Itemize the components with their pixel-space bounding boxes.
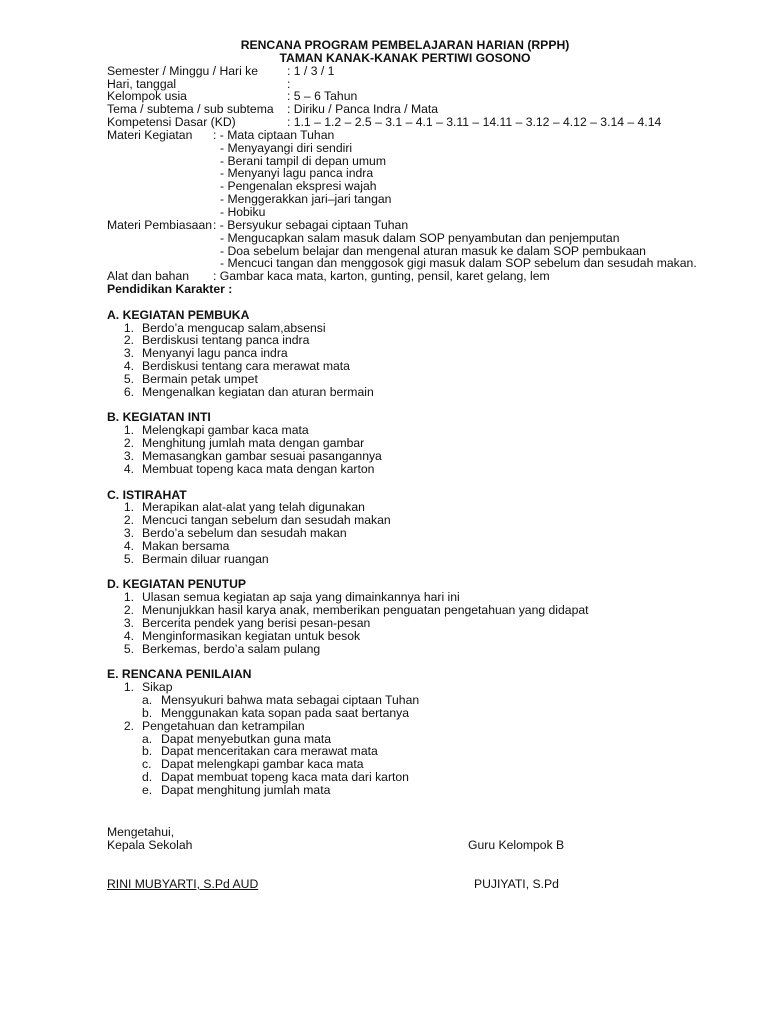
- item-text: Makan bersama: [142, 538, 230, 553]
- item-letter: b.: [142, 744, 153, 759]
- list-item: [107, 360, 697, 373]
- item-number: 2.: [123, 603, 134, 618]
- kegiatan-penutup-list: [107, 591, 697, 655]
- info-row: [107, 116, 697, 129]
- item-letter: e.: [142, 782, 153, 797]
- info-label: Semester / Minggu / Hari ke: [107, 63, 259, 78]
- section-title: C. ISTIRAHAT: [107, 487, 187, 502]
- materi-kegiatan: [107, 129, 697, 219]
- item-number: 1.: [123, 500, 134, 515]
- item-text: Berdiskusi tentang cara merawat mata: [142, 359, 350, 374]
- item-text: Dapat membuat topeng kaca mata dari karton: [161, 770, 409, 785]
- list-item: - Mencuci tangan dan menggosok gigi masuk dalam SOP sebelum dan sesudah makan.: [220, 256, 697, 271]
- list-item: - Berani tampil di depan umum: [220, 153, 386, 168]
- materi-pembiasaan: [107, 219, 697, 270]
- signature-roles: [107, 839, 567, 852]
- istirahat-list: [107, 501, 697, 565]
- item-text: Berdo’a mengucap salam,absensi: [142, 320, 326, 335]
- list-item: [142, 694, 697, 707]
- alat-bahan-label: Alat dan bahan: [107, 269, 189, 284]
- list-item: [107, 386, 697, 399]
- item-text: Dapat menceritakan cara merawat mata: [161, 744, 378, 759]
- item-letter: b.: [142, 705, 153, 720]
- item-text: Bermain diluar ruangan: [142, 551, 269, 566]
- pengetahuan-sublist: [107, 733, 697, 797]
- section-title: E. RENCANA PENILAIAN: [107, 667, 252, 682]
- item-text: Ulasan semua kegiatan ap saja yang dimainkannya hari ini: [142, 590, 460, 605]
- info-value: : 1 / 3 / 1: [287, 63, 335, 78]
- list-item: [107, 720, 697, 733]
- item-text: Mencuci tangan sebelum dan sesudah makan: [142, 513, 391, 528]
- rpph-document: [107, 39, 697, 797]
- item-letter: a.: [142, 693, 153, 708]
- item-text: Berkemas, berdo’a salam pulang: [142, 641, 321, 656]
- item-text: Bercerita pendek yang berisi pesan-pesan: [142, 615, 371, 630]
- item-text: Merapikan alat-alat yang telah digunakan: [142, 500, 365, 515]
- item-number: 4.: [123, 538, 134, 553]
- materi-kegiatan-first: : - Mata ciptaan Tuhan: [213, 127, 335, 142]
- info-label: Kompetensi Dasar (KD): [107, 115, 236, 130]
- materi-kegiatan-label: Materi Kegiatan: [107, 127, 193, 142]
- item-number: 3.: [123, 615, 134, 630]
- item-number: 5.: [123, 371, 134, 386]
- item-number: 1.: [123, 320, 134, 335]
- list-item: [107, 463, 697, 476]
- list-item: - Menyayangi diri sendiri: [220, 140, 353, 155]
- alat-bahan-value: : Gambar kaca mata, karton, gunting, pensil, karet gelang, lem: [213, 269, 550, 284]
- item-text: Bermain petak umpet: [142, 371, 258, 386]
- info-value: : Diriku / Panca Indra / Mata: [287, 102, 439, 117]
- school-name: TAMAN KANAK-KANAK PERTIWI GOSONO: [279, 50, 531, 65]
- item-text: Berdo’a sebelum dan sesudah makan: [142, 526, 347, 541]
- section-title: D. KEGIATAN PENUTUP: [107, 577, 247, 592]
- item-number: 4.: [123, 628, 134, 643]
- item-number: 1.: [123, 680, 134, 695]
- item-text: Menunjukkan hasil karya anak, memberikan penguatan pengetahuan yang didapat: [142, 603, 589, 618]
- item-text: Menyanyi lagu panca indra: [142, 346, 288, 361]
- kegiatan-pembuka-list: [107, 322, 697, 399]
- item-letter: c.: [142, 757, 152, 772]
- item-number: 2.: [123, 333, 134, 348]
- info-value: : 1.1 – 1.2 – 2.5 – 3.1 – 4.1 – 3.11 – 14.11 – 3.12 – 4.12 – 3.14 – 4.14: [287, 115, 662, 130]
- list-item: [107, 527, 697, 540]
- kegiatan-inti-list: [107, 424, 697, 475]
- list-item: [107, 553, 697, 566]
- item-text: Menginformasikan kegiatan untuk besok: [142, 628, 361, 643]
- info-block: [107, 65, 697, 129]
- list-item: - Mengucapkan salam masuk dalam SOP penyambutan dan penjemputan: [220, 230, 620, 245]
- item-number: 2.: [123, 718, 134, 733]
- mengetahui-text: Mengetahui,: [107, 825, 175, 839]
- list-item: - Menggerakkan jari–jari tangan: [220, 192, 392, 207]
- section-title: B. KEGIATAN INTI: [107, 410, 211, 425]
- list-item: [107, 540, 697, 553]
- pendidikan-karakter: Pendidikan Karakter :: [107, 282, 233, 297]
- item-text: Pengetahuan dan ketrampilan: [142, 718, 305, 733]
- item-number: 2.: [123, 436, 134, 451]
- item-number: 3.: [123, 346, 134, 361]
- info-row: [107, 78, 697, 91]
- item-text: Mengenalkan kegiatan dan aturan bermain: [142, 384, 374, 399]
- info-label: Hari, tanggal: [107, 76, 177, 91]
- item-text: Berdiskusi tentang panca indra: [142, 333, 310, 348]
- list-item: [107, 373, 697, 386]
- guru-name: PUJIYATI, S.Pd: [474, 877, 559, 891]
- kepala-sekolah-role: Kepala Sekolah: [107, 838, 193, 852]
- info-label: Tema / subtema / sub subtema: [107, 102, 274, 117]
- list-item: - Menyanyi lagu panca indra: [220, 166, 374, 181]
- list-item: [142, 771, 697, 784]
- list-item: [107, 617, 697, 630]
- guru-role: Guru Kelompok B: [468, 838, 565, 852]
- signature-names: [107, 878, 567, 891]
- item-number: 5.: [123, 551, 134, 566]
- item-text: Dapat menghitung jumlah mata: [161, 782, 331, 797]
- list-item: - Doa sebelum belajar dan mengenal aturan masuk ke dalam SOP pembukaan: [220, 243, 646, 258]
- item-text: Memasangkan gambar sesuai pasangannya: [142, 449, 382, 463]
- kepala-sekolah-name: RINI MUBYARTI, S.Pd AUD: [107, 877, 259, 891]
- list-item: [107, 450, 697, 463]
- list-item: - Pengenalan ekspresi wajah: [220, 179, 377, 194]
- materi-pembiasaan-first: : - Bersyukur sebagai ciptaan Tuhan: [213, 217, 409, 232]
- item-number: 3.: [123, 449, 134, 463]
- info-value: : 5 – 6 Tahun: [287, 89, 358, 104]
- item-text: Dapat melengkapi gambar kaca mata: [161, 757, 364, 772]
- item-number: 4.: [123, 359, 134, 374]
- item-number: 3.: [123, 526, 134, 541]
- item-text: Mensyukuri bahwa mata sebagai ciptaan Tuhan: [161, 693, 420, 708]
- item-number: 1.: [123, 590, 134, 605]
- item-number: 1.: [123, 423, 134, 438]
- info-label: Kelompok usia: [107, 89, 187, 104]
- materi-pembiasaan-row: [107, 219, 697, 232]
- document-title: RENCANA PROGRAM PEMBELAJARAN HARIAN (RPPH): [240, 38, 570, 52]
- item-number: 6.: [123, 384, 134, 399]
- item-number: 4.: [123, 461, 134, 476]
- item-text: Membuat topeng kaca mata dengan karton: [142, 461, 375, 476]
- list-item: [107, 630, 697, 643]
- materi-pembiasaan-label: Materi Pembiasaan: [107, 217, 212, 232]
- list-item: [142, 784, 697, 797]
- item-text: Menghitung jumlah mata dengan gambar: [142, 436, 365, 451]
- info-row: [107, 65, 697, 78]
- rencana-penilaian-list-2: [107, 720, 697, 733]
- item-text: Melengkapi gambar kaca mata: [142, 423, 309, 438]
- signature-block: [107, 826, 567, 891]
- list-item: - Hobiku: [220, 204, 266, 219]
- materi-kegiatan-row: [107, 129, 697, 142]
- item-number: 2.: [123, 513, 134, 528]
- list-item: [107, 643, 697, 656]
- sikap-sublist: [107, 694, 697, 720]
- info-value: :: [287, 76, 291, 91]
- section-title: A. KEGIATAN PEMBUKA: [107, 307, 250, 322]
- item-text: Sikap: [142, 680, 173, 695]
- item-letter: a.: [142, 731, 153, 746]
- item-letter: d.: [142, 770, 153, 785]
- list-item: [142, 707, 697, 720]
- item-text: Dapat menyebutkan guna mata: [161, 731, 332, 746]
- item-number: 5.: [123, 641, 134, 656]
- item-text: Menggunakan kata sopan pada saat bertanya: [161, 705, 409, 720]
